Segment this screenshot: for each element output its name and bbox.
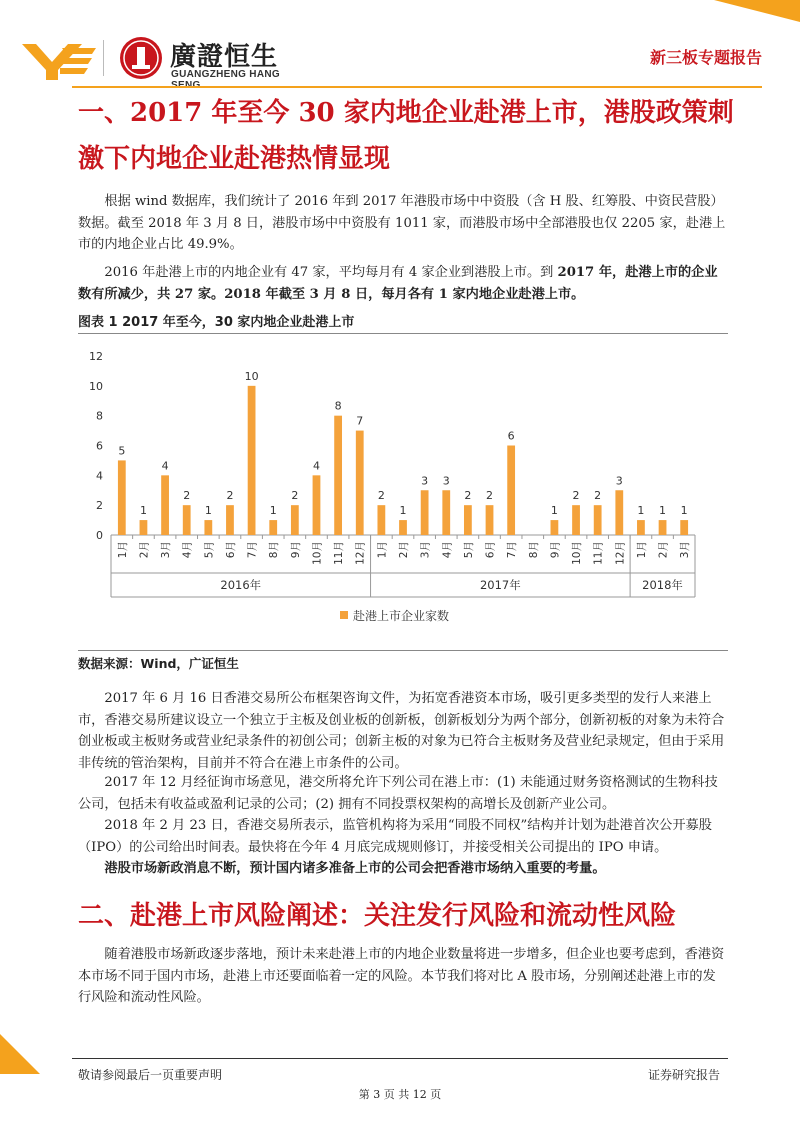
legend-swatch [340,611,348,619]
bar [334,416,342,535]
company-logo [22,32,302,82]
x-category-label: 1月 [116,541,129,559]
bar-value-label: 2 [377,489,385,503]
paragraph-risk-intro: 随着港股市场新政逐步落地，预计未来赴港上市的内地企业数量将进一步增多，但企业也要考虑到，香港资本市场不同于国内市场，赴港上市还要面临着一定的风险。本节我们将对比 A 股市场，分别阐述赴港上市的发行风险和流动性风险。 [78,947,725,1005]
x-category-label: 6月 [224,541,237,559]
bar [377,505,385,535]
bar [442,490,450,535]
paragraph-listing-counts [78,262,728,305]
paragraph-hkex-consultation: 2017 年 6 月 16 日香港交易所公布框架咨询文件，为拓宽香港资本市场，吸引更多类型的发行人来港上市，香港交易所建议设立一个独立于主板及创业板的创新板，创新板划分为两个部分，创新初板的对象为未符合创业板或主板财务或营业纪录条件的初创公司；创新主板的对象为已符合主板财务及营业纪录规定，但由于采用非传统的管治架构，目前并不符合在港上市条件的公司。 [78,691,725,771]
page-number: 第 3 页 共 12 页 [358,1088,442,1101]
y-tick-label: 4 [96,469,103,483]
year-group-label: 2017年 [479,578,521,592]
section2-title: 二、赴港上市风险阐述：关注发行风险和流动性风险 [78,901,677,931]
y-tick-label: 6 [96,439,103,453]
x-category-label: 11月 [592,541,605,565]
bar-value-label: 2 [486,489,494,503]
bar-value-label: 1 [204,504,212,518]
y-tick-label: 0 [96,529,103,542]
bar [594,505,602,535]
bar-value-label: 2 [291,489,299,503]
footer-divider [72,1058,728,1059]
bar [637,520,645,535]
seal-emblem-icon [120,37,162,79]
footer-report-label: 证券研究报告 [647,1068,720,1082]
bar-value-label: 2 [183,489,191,503]
bar [313,475,321,535]
paragraph-hkex-new-rules: 2017 年 12 月经征询市场意见，港交所将允许下列公司在港上市：(1) 未能通过财务资格测试的生物科技公司，包括未有收益或盈利记录的公司；(2) 拥有不同投票权架构的高增长及创新产业公司。 [78,775,718,812]
y-tick-label: 8 [96,409,103,423]
year-group-label: 2018年 [642,578,683,592]
logo-divider [103,40,104,76]
bar [399,520,407,535]
y-tick-label: 12 [89,350,103,363]
bar [269,520,277,535]
x-category-label: 3月 [419,541,432,559]
bar-value-label: 1 [680,504,688,518]
bar-value-label: 3 [615,474,623,488]
figure-source: 数据来源：Wind，广证恒生 [78,656,239,671]
caption-rule [78,333,728,334]
bar-value-label: 3 [442,474,450,488]
bar [248,386,256,535]
x-category-label: 1月 [635,541,648,559]
x-category-label: 5月 [203,541,216,559]
bar [615,490,623,535]
bar-value-label: 1 [659,504,667,518]
listing-counts-text: 2016 年赴港上市的内地企业有 47 家，平均每月有 4 家企业到港股上市。到 [104,265,558,280]
bar-value-label: 2 [226,489,234,503]
bar-value-label: 2 [594,489,602,503]
legend-label: 赴港上市企业家数 [353,609,450,623]
bar [140,520,148,535]
bar [421,490,429,535]
bar-value-label: 3 [421,474,429,488]
x-category-label: 2月 [138,541,151,559]
bar-value-label: 4 [312,459,320,473]
x-category-label: 12月 [354,541,367,565]
y-tick-label: 10 [89,379,103,393]
bar [226,505,234,535]
listings-bar-chart [78,340,728,650]
bar-value-label: 4 [161,459,169,473]
corner-accent-bottom [0,1034,40,1074]
paragraph-market-stats: 根据 wind 数据库，我们统计了 2016 年到 2017 年港股市场中中资股（含 H 股、红筹股、中资民营股）数据。截至 2018 年 3 月 8 日，港股市场中中资股有 1011 家，而港股市场中全部港股也仅 2205 家，赴港上市的内地企业占比 49.9%。 [78,194,726,252]
bar-value-label: 1 [637,504,645,518]
x-category-label: 6月 [484,541,497,559]
x-category-label: 7月 [506,541,519,559]
x-category-label: 4月 [181,541,194,559]
figure-caption: 图表 1 2017 年至今，30 家内地企业赴港上市 [78,315,355,330]
bar [464,505,472,535]
bar [291,505,299,535]
x-category-label: 9月 [289,541,302,559]
gf-logo-icon [22,32,102,82]
x-category-label: 10月 [311,541,324,565]
source-rule [78,650,728,651]
section1-title-line1: 一、2017 年至今 30 家内地企业赴港上市，港股政策刺 [78,98,734,128]
bar [183,505,191,535]
listing-counts-emphasis: 2017 年，赴港上市的企业数有所减少，共 27 家。2018 年截至 3 月 8 日，每月各有 1 家内地企业赴港上市。 [78,265,718,302]
year-group-label: 2016年 [220,578,262,592]
x-category-label: 5月 [462,541,475,559]
corner-accent-top [714,0,800,22]
bar-value-label: 1 [139,504,147,518]
x-category-label: 2月 [657,541,670,559]
bar [507,446,515,536]
paragraph-hkex-timeline: 2018 年 2 月 23 日，香港交易所表示，监管机构将为采用“同股不同权”结构并计划为赴港首次公开募股（IPO）的公司给出时间表。最快将在今年 4 月底完成规则修订，并接受相关公司提出的 IPO 申请。 [78,818,712,855]
report-type-label: 新三板专题报告 [649,48,762,67]
bar [572,505,580,535]
bar-value-label: 8 [334,399,342,413]
paragraph-conclusion: 港股市场新政消息不断，预计国内诸多准备上市的公司会把香港市场纳入重要的考量。 [104,861,606,876]
brand-seal-icon [120,37,162,79]
x-category-label: 7月 [246,541,259,559]
x-category-label: 1月 [376,541,389,559]
x-category-label: 3月 [160,541,173,559]
bar-value-label: 1 [269,504,277,518]
bar [204,520,212,535]
x-category-label: 3月 [679,541,692,559]
bar-value-label: 2 [572,489,580,503]
bar-value-label: 1 [399,504,407,518]
bar [659,520,667,535]
bar [486,505,494,535]
section1-title-line2: 激下内地企业赴港热情显现 [78,144,391,174]
bar [161,475,169,535]
bar [551,520,559,535]
bar-value-label: 6 [507,429,515,443]
bar-value-label: 1 [550,504,558,518]
x-category-label: 8月 [268,541,281,559]
x-category-label: 10月 [571,541,584,565]
bar-value-label: 10 [244,369,259,383]
footer-disclaimer-note: 敬请参阅最后一页重要声明 [78,1068,223,1082]
x-category-label: 11月 [333,541,346,565]
x-category-label: 9月 [549,541,562,559]
brand-name-cn: 廣證恒生 [170,42,279,72]
bar-value-label: 2 [464,489,472,503]
x-category-label: 12月 [614,541,627,565]
y-tick-label: 2 [96,499,103,513]
bar-value-label: 5 [118,444,126,458]
bar [680,520,688,535]
x-category-label: 4月 [441,541,454,559]
bar-value-label: 7 [356,414,364,428]
x-category-label: 2月 [398,541,410,559]
bar [356,431,364,535]
header-divider [72,86,762,88]
brand-name-en: GUANGZHENG HANG [171,69,280,80]
x-category-label: 8月 [527,541,540,559]
bar [118,460,126,535]
